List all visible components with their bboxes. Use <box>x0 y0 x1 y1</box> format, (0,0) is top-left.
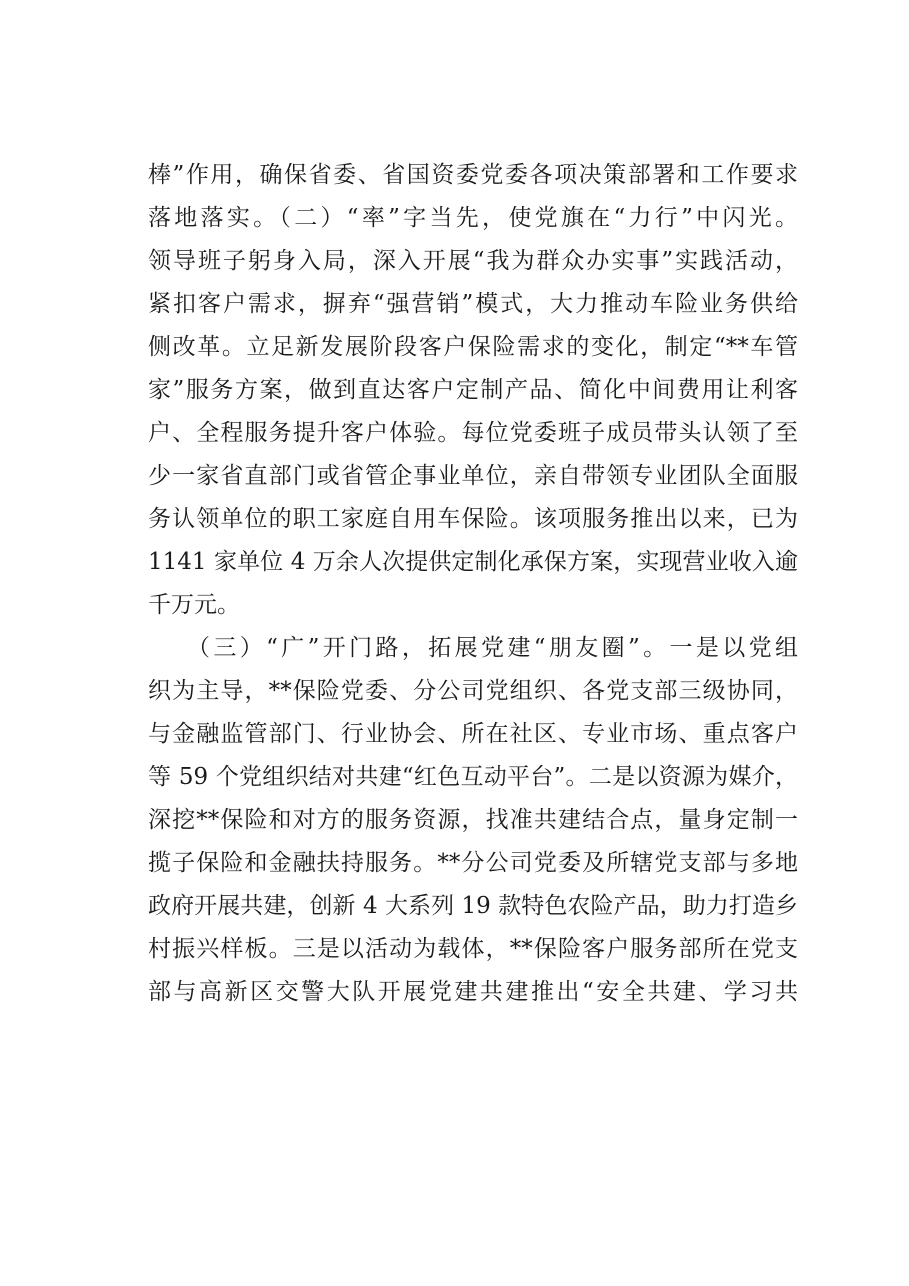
text-line: 深挖**保险和对方的服务资源，找准共建结合点，量身定制一 <box>148 807 798 833</box>
text-line: 织为主导，**保险党委、分公司党组织、各党支部三级协同， <box>148 678 798 704</box>
text-line: 部与高新区交警大队开展党建共建推出“安全共建、学习共 <box>148 979 798 1005</box>
text-line: 1141 家单位 4 万余人次提供定制化承保方案，实现营业收入逾 <box>148 549 798 575</box>
text-line: 政府开展共建，创新 4 大系列 19 款特色农险产品，助力打造乡 <box>148 893 798 919</box>
paragraph-start-line: （三）“广”开门路，拓展党建“朋友圈”。一是以党组 <box>187 635 798 661</box>
text-line: 户、全程服务提升客户体验。每位党委班子成员带头认领了至 <box>148 420 798 446</box>
text-line: 千万元。 <box>148 592 240 618</box>
text-line: 侧改革。立足新发展阶段客户保险需求的变化，制定“**车管 <box>148 334 798 360</box>
text-line: 领导班子躬身入局，深入开展“我为群众办实事”实践活动， <box>148 248 798 274</box>
text-line: 家”服务方案，做到直达客户定制产品、简化中间费用让利客 <box>148 377 798 403</box>
text-line: 与金融监管部门、行业协会、所在社区、专业市场、重点客户 <box>148 721 798 747</box>
text-line: 揽子保险和金融扶持服务。**分公司党委及所辖党支部与多地 <box>148 850 798 876</box>
text-line: 棒”作用，确保省委、省国资委党委各项决策部署和工作要求 <box>148 162 798 188</box>
text-line: 务认领单位的职工家庭自用车保险。该项服务推出以来，已为 <box>148 506 798 532</box>
text-line: 等 59 个党组织结对共建“红色互动平台”。二是以资源为媒介， <box>148 764 798 790</box>
text-line: 紧扣客户需求，摒弃“强营销”模式，大力推动车险业务供给 <box>148 291 798 317</box>
text-line: 少一家省直部门或省管企事业单位，亲自带领专业团队全面服 <box>148 463 798 489</box>
text-line: 落地落实。（二）“率”字当先，使党旗在“力行”中闪光。 <box>148 205 798 231</box>
text-line: 村振兴样板。三是以活动为载体，**保险客户服务部所在党支 <box>148 936 798 962</box>
